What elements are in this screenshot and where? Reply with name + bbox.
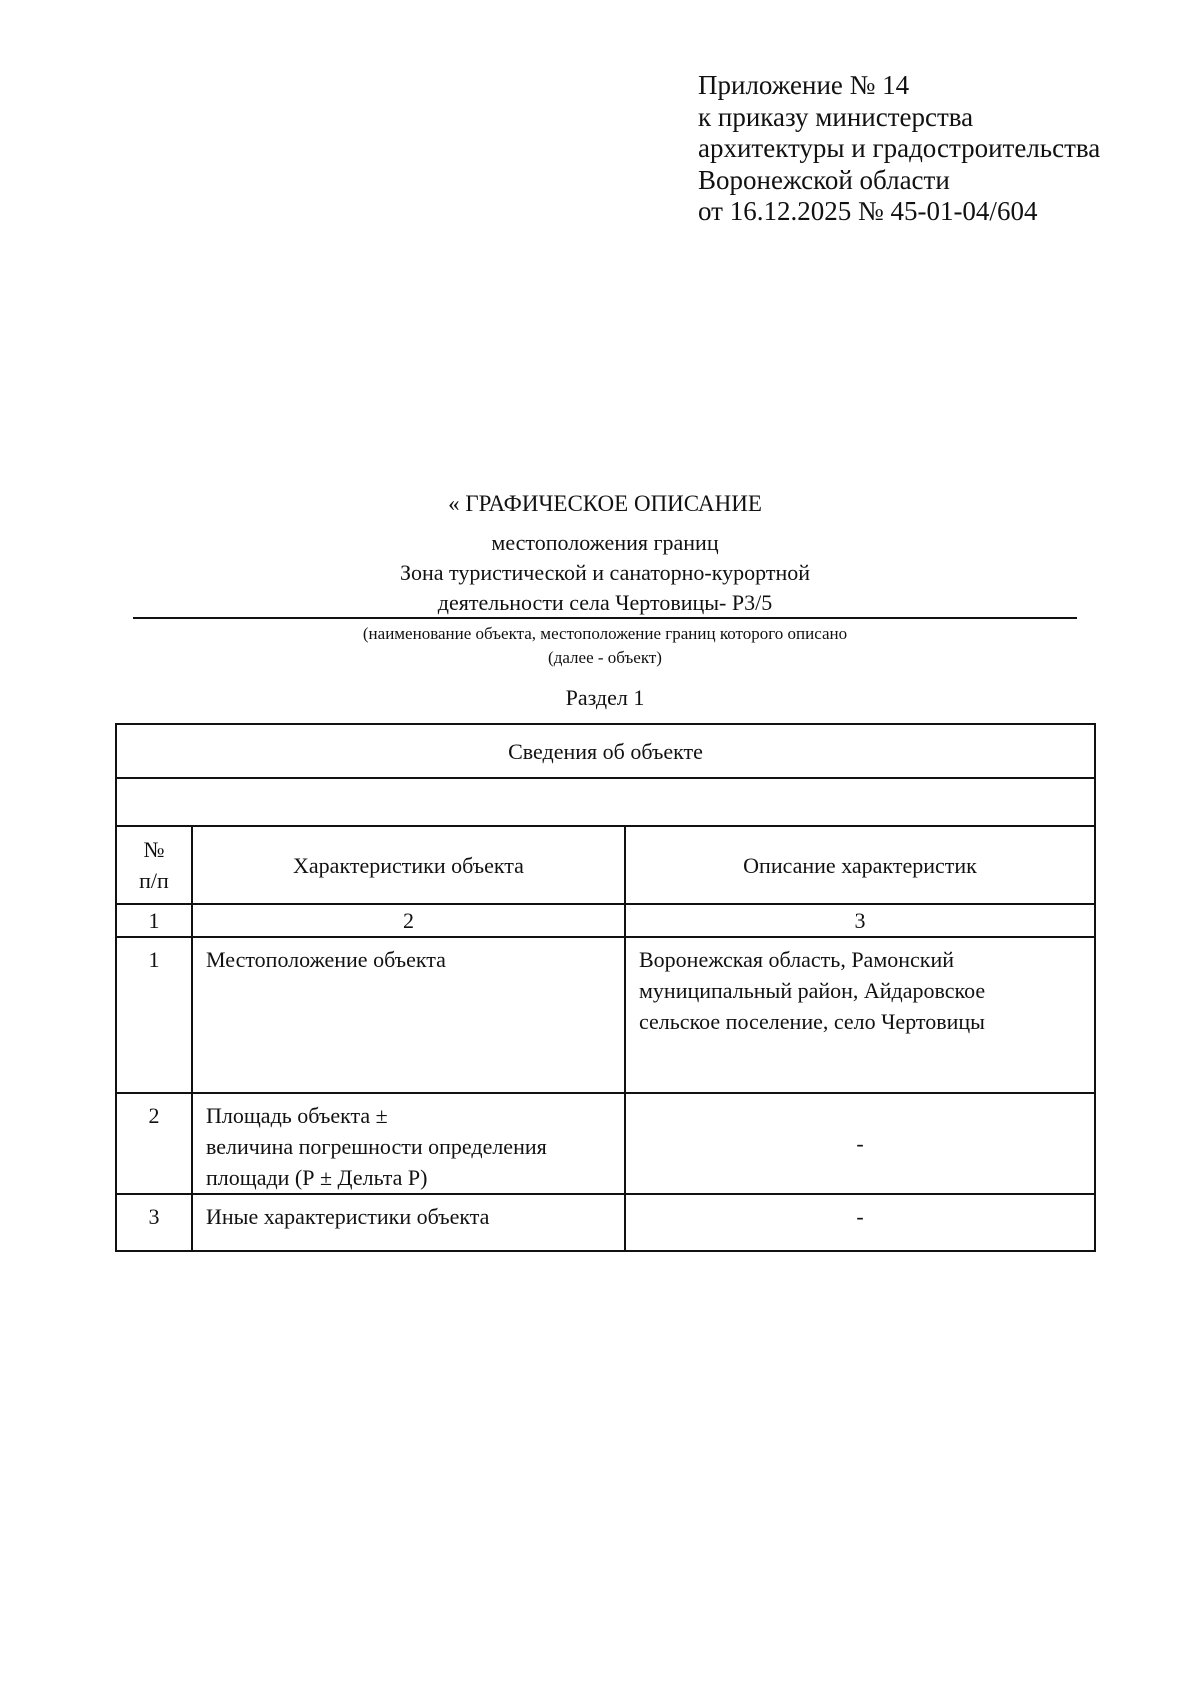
appendix-line: Приложение № 14: [698, 70, 910, 100]
appendix-line: Воронежской области: [698, 164, 950, 195]
section-heading: Раздел 1: [565, 685, 645, 710]
table-header-row: [116, 826, 1095, 904]
header-characteristics: Характеристики объекта: [192, 826, 625, 904]
row-description: -: [625, 1093, 1095, 1194]
table-row: [116, 1093, 1095, 1194]
description-line: сельское поселение, село Чертовицы: [639, 1009, 985, 1034]
object-name-note: [133, 622, 1077, 670]
document-title: « ГРАФИЧЕСКОЕ ОПИСАНИЕ: [448, 491, 762, 516]
table-row: [116, 937, 1095, 1093]
column-number: 1: [116, 904, 192, 937]
row-number: 2: [116, 1093, 192, 1194]
row-characteristic: [192, 1093, 625, 1194]
header-num-abbr: п/п: [139, 868, 169, 893]
document-subtitle: [133, 528, 1077, 618]
characteristic-line: величина погрешности определения: [206, 1134, 547, 1159]
table-empty-row: [116, 778, 1095, 826]
row-number: 1: [116, 937, 192, 1093]
note-line: (далее - объект): [548, 648, 662, 667]
row-characteristic: [192, 1194, 625, 1251]
row-characteristic: [192, 937, 625, 1093]
appendix-block: [698, 70, 1100, 228]
row-number: 3: [116, 1194, 192, 1251]
row-description: -: [625, 1194, 1095, 1251]
characteristic-line: площади (Р ± Дельта Р): [206, 1165, 428, 1190]
subtitle-line: деятельности села Чертовицы- Р3/5: [437, 590, 773, 615]
subtitle-line: местоположения границ: [491, 530, 719, 555]
appendix-line: от 16.12.2025 № 45-01-04/604: [698, 196, 1038, 226]
table-caption: Сведения об объекте: [116, 724, 1095, 778]
object-info-table: [115, 723, 1096, 1252]
row-description: [625, 937, 1095, 1093]
subtitle-line: Зона туристической и санаторно-курортной: [399, 560, 810, 585]
header-description: Описание характеристик: [625, 826, 1095, 904]
note-line: (наименование объекта, местоположение границ которого описано: [362, 624, 848, 643]
header-num: [116, 826, 192, 904]
characteristic-line: Местоположение объекта: [206, 947, 446, 972]
title-underline: [133, 617, 1077, 619]
column-number-row: [116, 904, 1095, 937]
characteristic-line: Иные характеристики объекта: [206, 1204, 490, 1229]
appendix-line: к приказу министерства: [698, 101, 974, 132]
table-caption-row: [116, 724, 1095, 778]
appendix-line: архитектуры и градостроительства: [698, 133, 1101, 163]
description-line: муниципальный район, Айдаровское: [639, 978, 986, 1003]
description-line: Воронежская область, Рамонский: [639, 947, 955, 972]
table-row: [116, 1194, 1095, 1251]
empty-cell: [116, 778, 1095, 826]
characteristic-line: Площадь объекта ±: [206, 1103, 388, 1128]
header-num-symbol: №: [143, 837, 165, 862]
column-number: 3: [625, 904, 1095, 937]
column-number: 2: [192, 904, 625, 937]
